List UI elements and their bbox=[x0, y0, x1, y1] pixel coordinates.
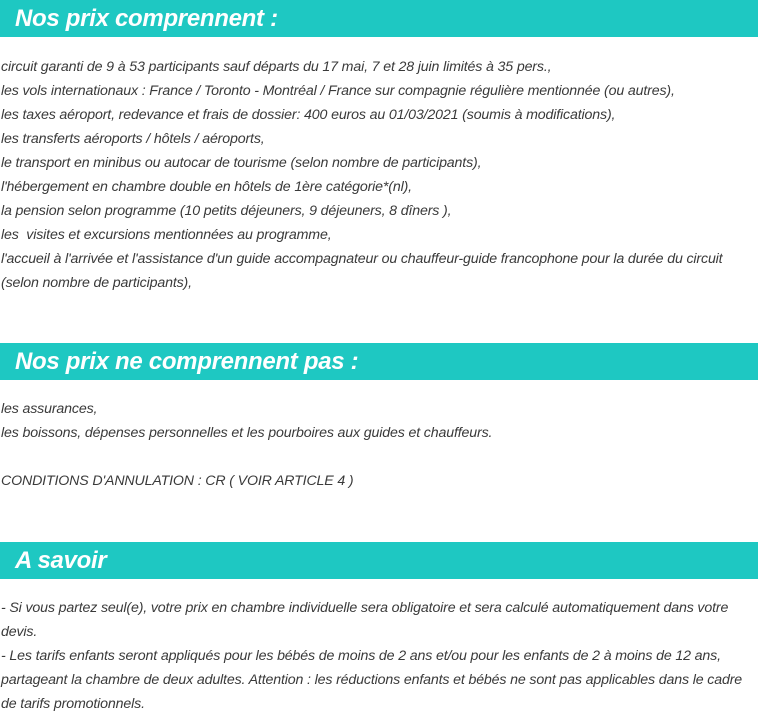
info-item: de tarifs promotionnels. bbox=[1, 696, 145, 712]
included-item: les vols internationaux : France / Toronto - Montréal / France sur compagnie régulière mentionnée (ou autres), bbox=[1, 83, 675, 99]
included-item: circuit garanti de 9 à 53 participants sauf départs du 17 mai, 7 et 28 juin limités à 35 pers., bbox=[1, 59, 552, 75]
included-list bbox=[1, 55, 753, 295]
info-item: - Si vous partez seul(e), votre prix en chambre individuelle sera obligatoire et sera calculé automatiquement dans votre bbox=[1, 600, 729, 616]
included-item: les taxes aéroport, redevance et frais de dossier: 400 euros au 01/03/2021 (soumis à modifications), bbox=[1, 107, 616, 123]
section-title-excluded: Nos prix ne comprennent pas : bbox=[0, 343, 758, 380]
excluded-item: les boissons, dépenses personnelles et les pourboires aux guides et chauffeurs. bbox=[1, 425, 493, 441]
info-item: - Les tarifs enfants seront appliqués pour les bébés de moins de 2 ans et/ou pour les enfants de 2 à moins de 12 ans, bbox=[1, 648, 721, 664]
included-item: la pension selon programme (10 petits déjeuners, 9 déjeuners, 8 dîners ), bbox=[1, 203, 452, 219]
spacer bbox=[1, 445, 753, 469]
included-item: le transport en minibus ou autocar de tourisme (selon nombre de participants), bbox=[1, 155, 482, 171]
included-item: l'accueil à l'arrivée et l'assistance d'un guide accompagnateur ou chauffeur-guide francophone pour la durée du circuit bbox=[1, 251, 723, 267]
section-title-included: Nos prix comprennent : bbox=[0, 0, 758, 37]
included-item: les visites et excursions mentionnées au programme, bbox=[1, 227, 332, 243]
info-item: devis. bbox=[1, 624, 38, 640]
excluded-item: les assurances, bbox=[1, 401, 98, 417]
included-item: (selon nombre de participants), bbox=[1, 275, 192, 291]
info-list bbox=[1, 596, 753, 716]
included-item: l'hébergement en chambre double en hôtels de 1ère catégorie*(nl), bbox=[1, 179, 412, 195]
excluded-list bbox=[1, 397, 753, 493]
section-title-info: A savoir bbox=[0, 542, 758, 579]
cancellation-conditions: CONDITIONS D'ANNULATION : CR ( VOIR ARTICLE 4 ) bbox=[1, 473, 354, 489]
included-item: les transferts aéroports / hôtels / aéroports, bbox=[1, 131, 265, 147]
info-item: partageant la chambre de deux adultes. Attention : les réductions enfants et bébés ne sont pas applicables dans le cadre bbox=[1, 672, 743, 688]
